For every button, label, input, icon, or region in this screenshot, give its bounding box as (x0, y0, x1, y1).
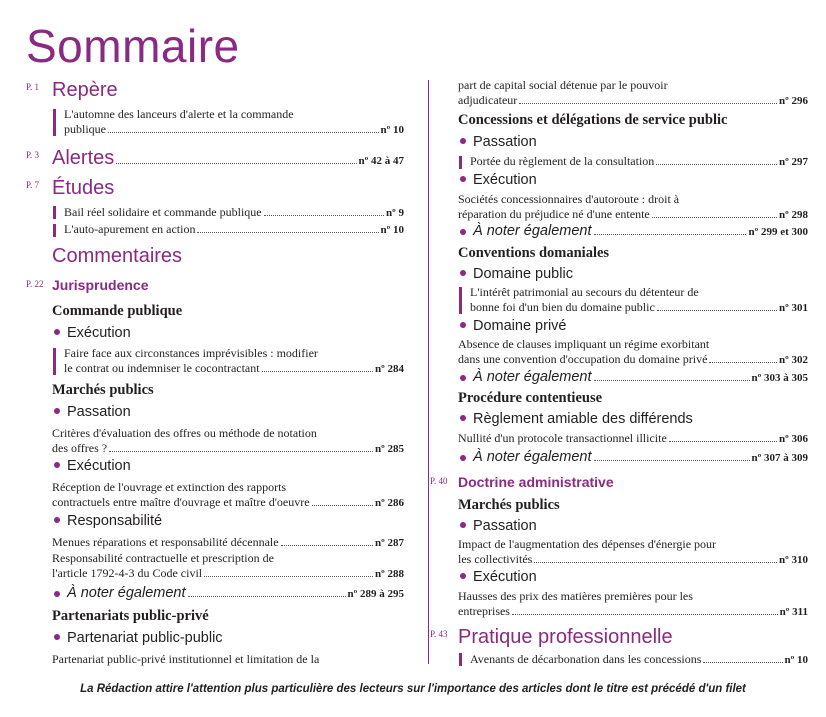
article-entry[interactable]: Réception de l'ouvrage et extinction des rapports contractuels entre maître d'ouvrage et maître d'oeuvre nº 286 (52, 480, 404, 509)
subheading-execution: Exécution (458, 171, 537, 189)
noter-egalement[interactable]: À noter également nº 289 à 295 (52, 584, 404, 603)
heading-partenariats: Partenariats public-privé (52, 608, 209, 624)
article-entry[interactable]: Bail réel solidaire et commande publique nº 9 (64, 205, 404, 219)
bullet-icon (460, 322, 466, 328)
noter-egalement[interactable]: À noter également nº 303 à 305 (458, 368, 808, 387)
bullet-icon (54, 517, 60, 523)
article-entry[interactable]: Critères d'évaluation des offres ou méthode de notation des offres ? nº 285 (52, 426, 404, 455)
page-ref-etudes: P. 7 (26, 180, 40, 190)
bullet-icon (460, 415, 466, 421)
bullet-icon (460, 375, 466, 381)
bullet-icon (460, 270, 466, 276)
subheading-reglement-amiable: Règlement amiable des différends (458, 410, 693, 428)
bullet-icon (460, 573, 466, 579)
subheading-execution: Exécution (52, 324, 131, 342)
subheading-passation: Passation (458, 133, 537, 151)
subheading-domaine-prive: Domaine privé (458, 317, 567, 335)
article-entry[interactable]: Faire face aux circonstances imprévisibles : modifier le contrat ou indemniser le cocontractant nº 284 (64, 346, 404, 375)
heading-concessions: Concessions et délégations de service public (458, 112, 728, 128)
article-entry[interactable]: Avenants de décarbonation dans les concessions nº 10 (470, 652, 808, 666)
bullet-icon (54, 634, 60, 640)
article-entry[interactable]: Absence de clauses impliquant un régime exorbitant dans une convention d'occupation du domaine privé nº 302 (458, 337, 808, 366)
section-jurisprudence[interactable]: Jurisprudence (52, 277, 149, 293)
section-doctrine[interactable]: Doctrine administrative (458, 474, 614, 490)
heading-procedure-contentieuse: Procédure contentieuse (458, 390, 603, 406)
footer-note: La Rédaction attire l'attention plus particulière des lecteurs sur l'importance des articles dont le titre est précédé d'un filet (80, 683, 746, 695)
article-entry[interactable]: L'auto-apurement en action nº 10 (64, 222, 404, 236)
bullet-icon (460, 455, 466, 461)
article-entry[interactable]: Sociétés concessionnaires d'autoroute : droit à réparation du préjudice né d'une entente nº 298 (458, 192, 808, 221)
subheading-passation: Passation (458, 517, 537, 535)
article-entry[interactable]: Impact de l'augmentation des dépenses d'énergie pour les collectivités nº 310 (458, 537, 808, 566)
noter-egalement[interactable]: À noter également nº 307 à 309 (458, 448, 808, 467)
filet-marker (459, 156, 462, 169)
subheading-responsabilite: Responsabilité (52, 512, 162, 530)
article-entry[interactable]: Menues réparations et responsabilité décennale nº 287 (52, 535, 404, 549)
heading-commande-publique: Commande publique (52, 303, 183, 319)
filet-marker (53, 206, 56, 219)
subheading-passation: Passation (52, 403, 131, 421)
noter-egalement[interactable]: À noter également nº 299 et 300 (458, 222, 808, 241)
section-pratique-professionnelle[interactable]: Pratique professionnelle (458, 626, 673, 648)
bullet-icon (54, 462, 60, 468)
bullet-icon (460, 229, 466, 235)
article-entry[interactable]: Hausses des prix des matières premières pour les entreprises nº 311 (458, 589, 808, 618)
heading-marches-publics: Marchés publics (52, 382, 154, 398)
subheading-execution: Exécution (52, 457, 131, 475)
page-ref-jurisprudence: P. 22 (26, 279, 44, 289)
filet-marker (53, 348, 56, 375)
section-commentaires[interactable]: Commentaires (52, 245, 183, 267)
heading-marches-publics: Marchés publics (458, 497, 560, 513)
page-ref-alertes: P. 3 (26, 150, 40, 160)
section-repere[interactable]: Repère (52, 79, 118, 101)
page-ref-pratique: P. 43 (430, 629, 448, 639)
bullet-icon (460, 176, 466, 182)
article-entry[interactable]: Nullité d'un protocole transactionnel illicite nº 306 (458, 431, 808, 445)
article-entry[interactable]: L'intérêt patrimonial au secours du détenteur de bonne foi d'un bien du domaine public nº 301 (470, 285, 808, 314)
heading-conventions-domaniales: Conventions domaniales (458, 245, 610, 261)
page-ref-repere: P. 1 (26, 82, 40, 92)
article-entry[interactable]: L'automne des lanceurs d'alerte et la commande publique nº 10 (64, 107, 404, 136)
article-entry[interactable]: Responsabilité contractuelle et prescription de l'article 1792-4-3 du Code civil nº 288 (52, 551, 404, 580)
bullet-icon (54, 591, 60, 597)
bullet-icon (54, 329, 60, 335)
subheading-execution: Exécution (458, 568, 537, 586)
filet-marker (53, 109, 56, 136)
article-entry-continued[interactable]: part de capital social détenue par le pouvoir adjudicateur nº 296 (458, 78, 808, 107)
filet-marker (53, 224, 56, 237)
section-alertes[interactable]: Alertes nº 42 à 47 (52, 147, 404, 169)
filet-marker (459, 287, 462, 314)
subheading-partenariat-public-public: Partenariat public-public (52, 629, 223, 647)
page-ref-doctrine: P. 40 (430, 476, 448, 486)
page-title: Sommaire (26, 20, 240, 72)
subheading-domaine-public: Domaine public (458, 265, 573, 283)
bullet-icon (460, 522, 466, 528)
section-etudes[interactable]: Études (52, 177, 115, 199)
article-entry[interactable]: Partenariat public-privé institutionnel et limitation de la (52, 652, 320, 666)
bullet-icon (460, 138, 466, 144)
column-divider (428, 80, 429, 664)
bullet-icon (54, 408, 60, 414)
filet-marker (459, 653, 462, 666)
article-entry[interactable]: Portée du règlement de la consultation nº 297 (470, 154, 808, 168)
